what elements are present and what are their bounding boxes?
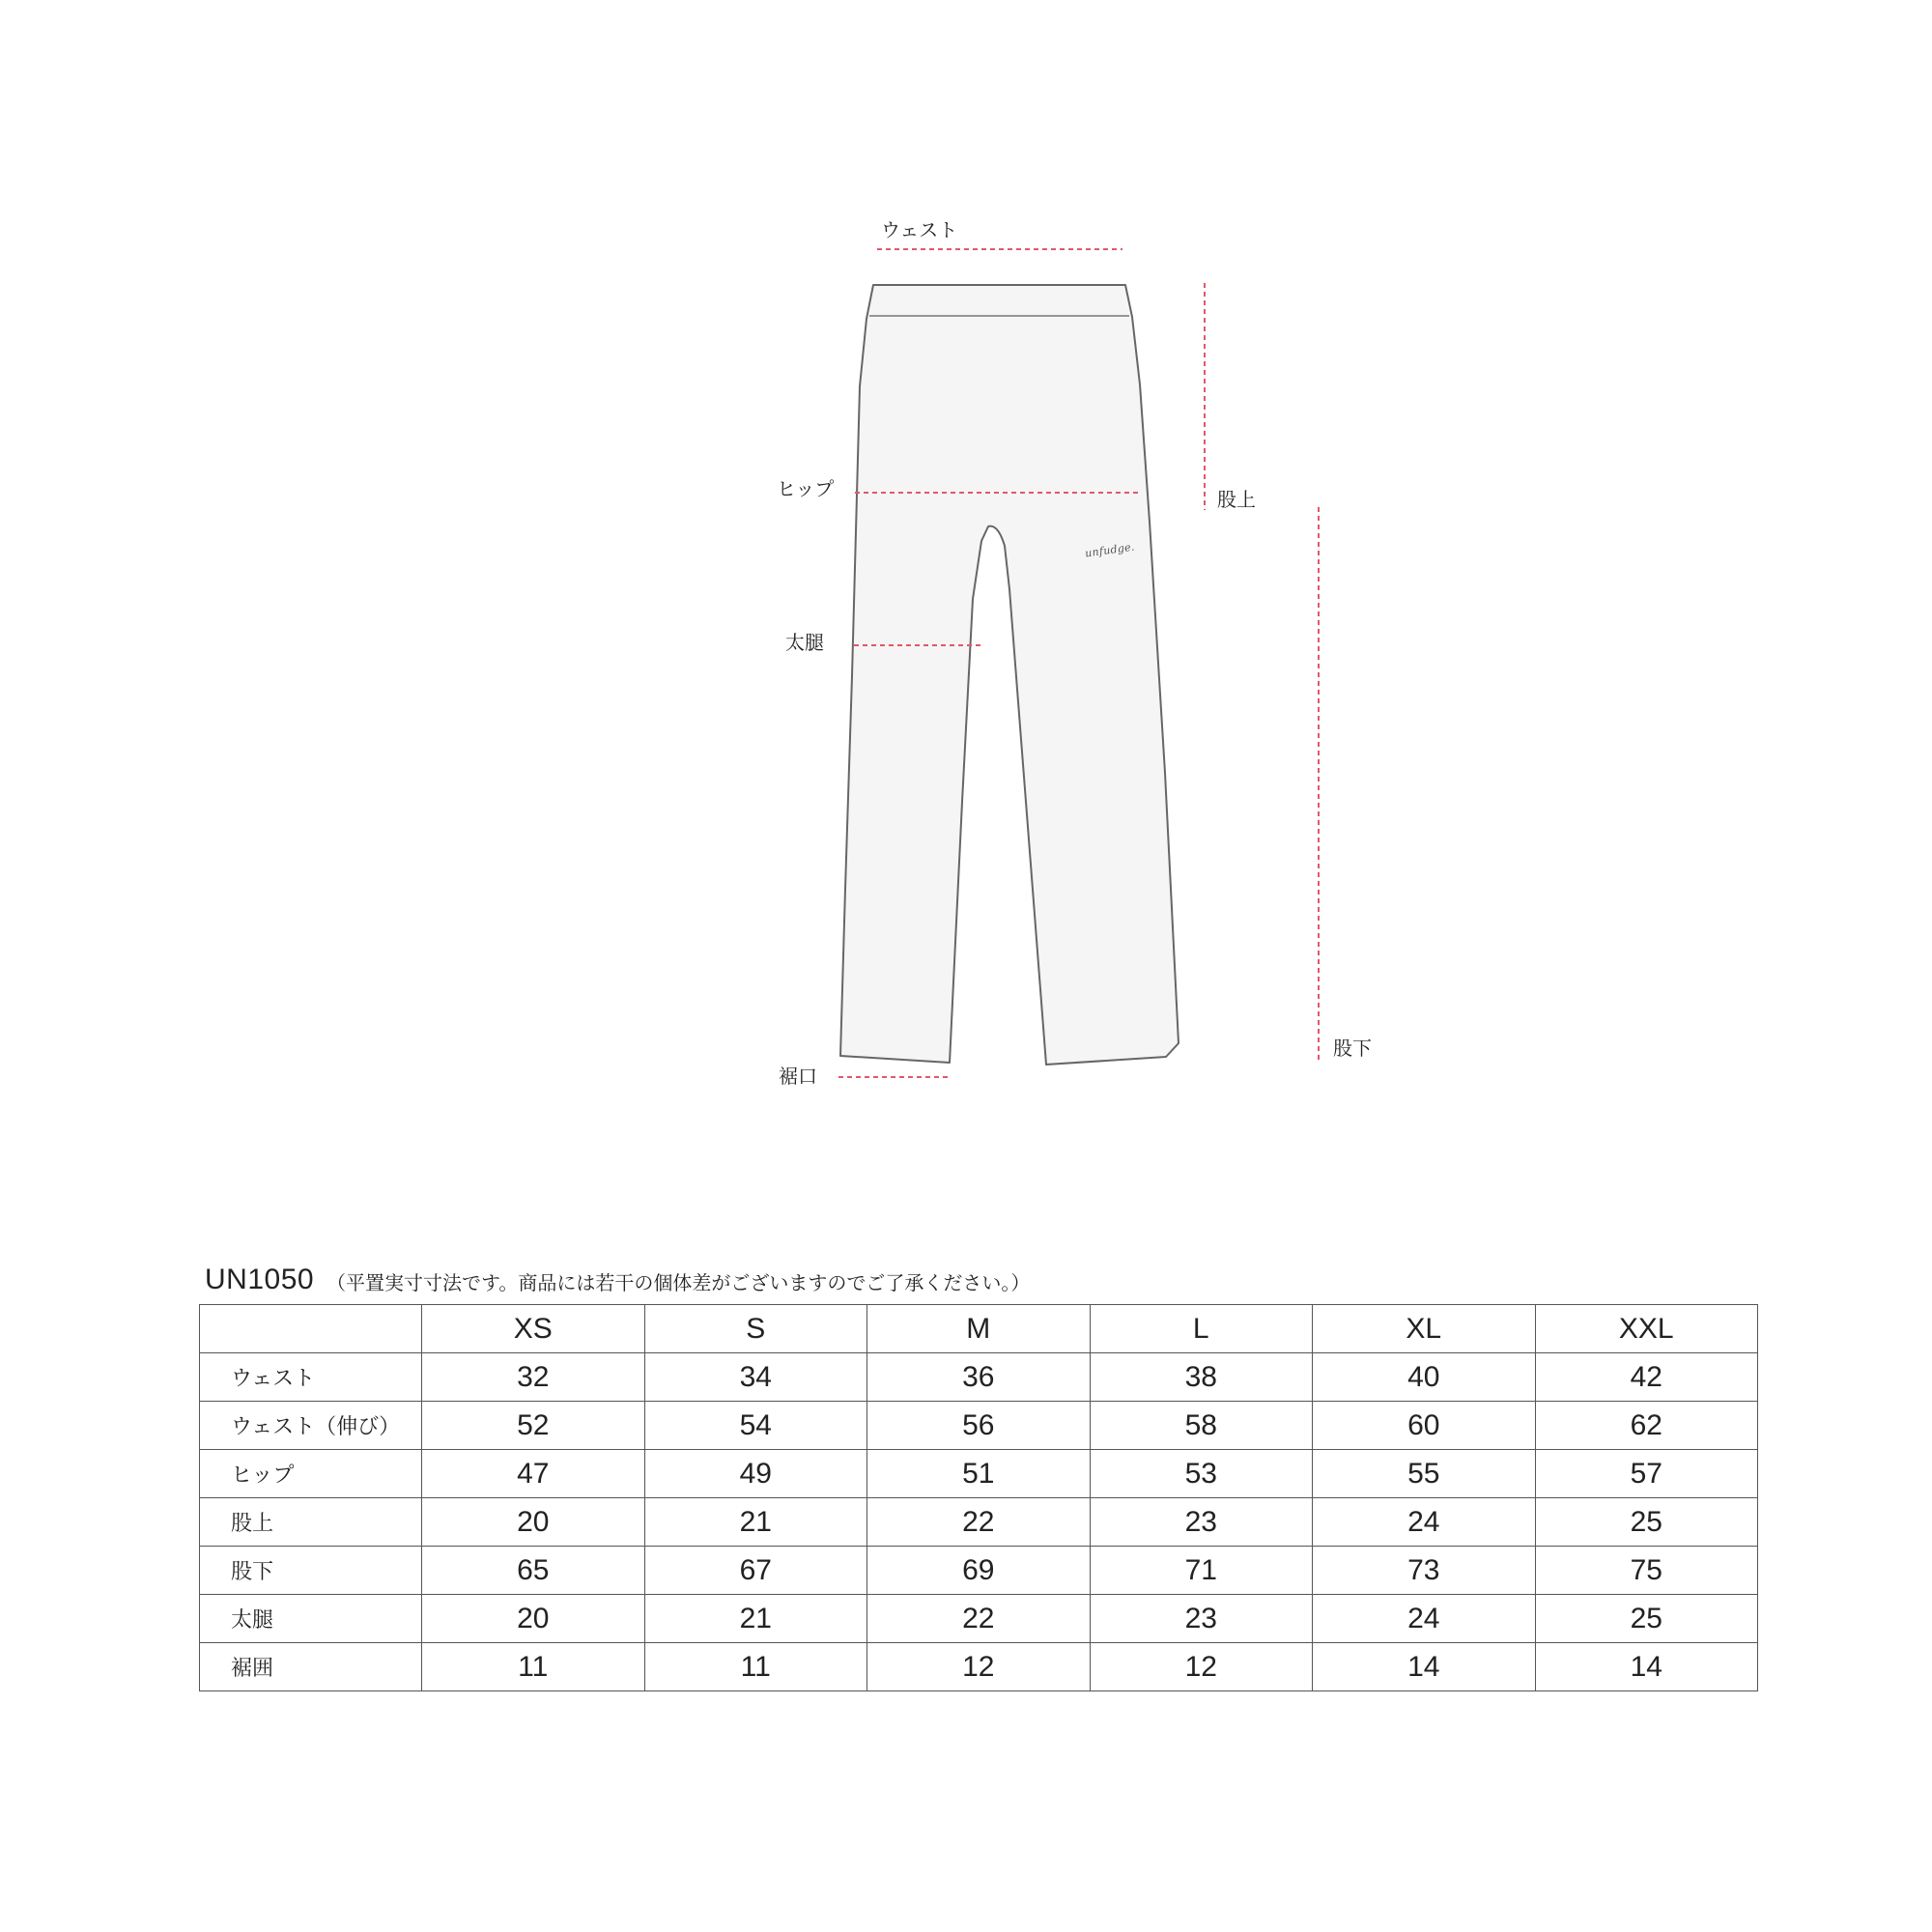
table-cell: 22 [867,1595,1091,1643]
table-cell: 49 [644,1450,867,1498]
table-cell: 23 [1090,1498,1313,1547]
header-cell-m: M [867,1305,1091,1353]
table-cell: 71 [1090,1547,1313,1595]
table-cell: 12 [867,1643,1091,1691]
row-label: 太腿 [200,1595,422,1643]
header-cell-xl: XL [1313,1305,1536,1353]
header-cell-xs: XS [422,1305,645,1353]
table-cell: 34 [644,1353,867,1402]
table-cell: 55 [1313,1450,1536,1498]
table-cell: 60 [1313,1402,1536,1450]
table-row [200,1547,1758,1595]
table-cell: 24 [1313,1595,1536,1643]
header-cell-xxl: XXL [1535,1305,1758,1353]
brand-logo: unfudge. [1084,540,1136,560]
product-code: UN1050 [205,1264,315,1295]
table-row [200,1643,1758,1691]
table-cell: 11 [422,1643,645,1691]
size-table [199,1304,1758,1691]
table-row [200,1595,1758,1643]
table-cell: 73 [1313,1547,1536,1595]
table-cell: 14 [1535,1643,1758,1691]
table-cell: 25 [1535,1498,1758,1547]
table-cell: 67 [644,1547,867,1595]
table-cell: 11 [644,1643,867,1691]
table-cell: 62 [1535,1402,1758,1450]
table-cell: 53 [1090,1450,1313,1498]
rise-label: 股上 [1217,488,1256,511]
table-cell: 57 [1535,1450,1758,1498]
table-cell: 38 [1090,1353,1313,1402]
row-label: 股下 [200,1547,422,1595]
table-cell: 58 [1090,1402,1313,1450]
table-row [200,1353,1758,1402]
inseam-label: 股下 [1333,1037,1372,1060]
table-cell: 25 [1535,1595,1758,1643]
table-cell: 40 [1313,1353,1536,1402]
table-cell: 21 [644,1498,867,1547]
table-row [200,1402,1758,1450]
row-label: ウェスト [200,1353,422,1402]
table-row [200,1498,1758,1547]
row-label: 裾囲 [200,1643,422,1691]
table-cell: 75 [1535,1547,1758,1595]
table-cell: 23 [1090,1595,1313,1643]
row-label: 股上 [200,1498,422,1547]
size-header-row [200,1305,1758,1353]
table-cell: 22 [867,1498,1091,1547]
header-cell-empty [200,1305,422,1353]
table-cell: 69 [867,1547,1091,1595]
pants-outline [840,285,1179,1065]
table-cell: 56 [867,1402,1091,1450]
hip-label: ヒップ [777,477,835,500]
table-cell: 20 [422,1498,645,1547]
row-label: ヒップ [200,1450,422,1498]
table-row [200,1450,1758,1498]
table-cell: 47 [422,1450,645,1498]
table-cell: 32 [422,1353,645,1402]
thigh-label: 太腿 [785,631,824,654]
table-cell: 42 [1535,1353,1758,1402]
table-cell: 24 [1313,1498,1536,1547]
table-cell: 12 [1090,1643,1313,1691]
table-cell: 36 [867,1353,1091,1402]
table-cell: 51 [867,1450,1091,1498]
header-cell-s: S [644,1305,867,1353]
table-cell: 54 [644,1402,867,1450]
header-cell-l: L [1090,1305,1313,1353]
table-cell: 14 [1313,1643,1536,1691]
table-cell: 65 [422,1547,645,1595]
table-cell: 52 [422,1402,645,1450]
waist-label: ウェスト [881,218,958,242]
row-label: ウェスト（伸び） [200,1402,422,1450]
measurement-note: （平置実寸寸法です。商品には若干の個体差がございますのでご了承ください。） [327,1271,1031,1294]
hem-label: 裾口 [779,1065,817,1088]
table-cell: 20 [422,1595,645,1643]
table-cell: 21 [644,1595,867,1643]
